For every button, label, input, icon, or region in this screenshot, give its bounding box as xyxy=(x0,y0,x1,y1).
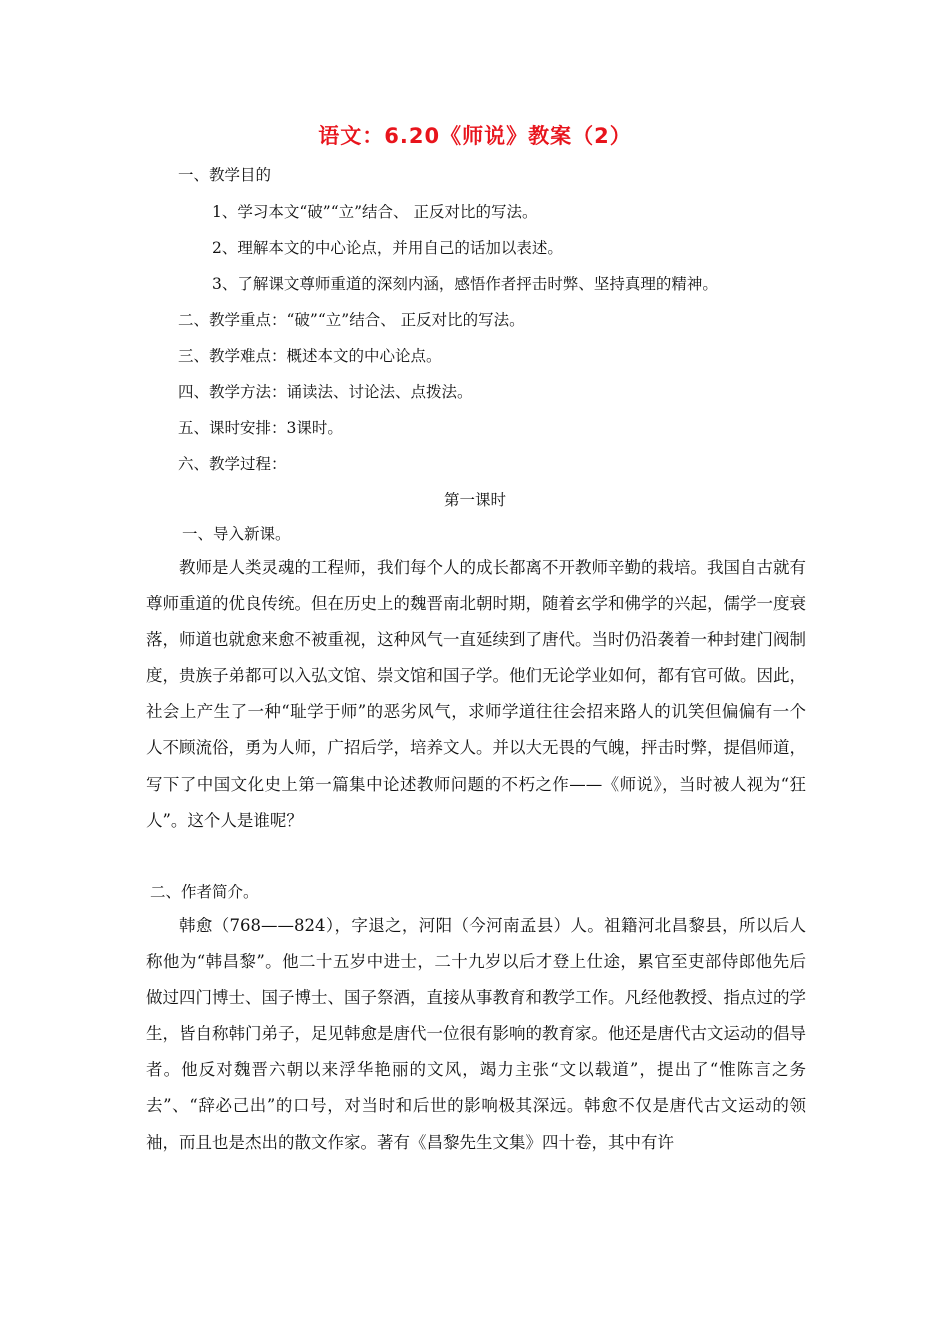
goal-item: 2、理解本文的中心论点，并用自己的话加以表述。 xyxy=(212,239,563,257)
section-difficulty: 三、教学难点：概述本文的中心论点。 xyxy=(178,347,442,365)
section-schedule: 五、课时安排：3课时。 xyxy=(178,419,343,437)
section-process: 六、教学过程： xyxy=(178,455,287,473)
author-heading: 二、作者简介。 xyxy=(150,883,259,901)
goal-item: 1、学习本文“破”“立”结合、 正反对比的写法。 xyxy=(212,203,538,221)
author-paragraph: 韩愈（768——824），字退之，河阳（今河南孟县）人。祖籍河北昌黎县，所以后人称他为“韩昌黎”。他二十五岁中进士，二十九岁以后才登上仕途，累官至吏部侍郎他先后做过四门博士、国子博士、国子祭酒，直接从事教育和教学工作。凡经他教授、指点过的学生，皆自称韩门弟子，足见韩愈是唐代一位很有影响的教育家。他还是唐代古文运动的倡导者。他反对魏晋六朝以来浮华艳丽的文风，竭力主张“文以载道”，提出了“惟陈言之务去”、“辞必己出”的口号，对当时和后世的影响极其深远。韩愈不仅是唐代古文运动的领袖，而且也是杰出的散文作家。著有《昌黎先生文集》四十卷，其中有许 xyxy=(146,916,806,1152)
intro-paragraph: 教师是人类灵魂的工程师，我们每个人的成长都离不开教师辛勤的栽培。我国自古就有尊师重道的优良传统。但在历史上的魏晋南北朝时期，随着玄学和佛学的兴起，儒学一度衰落，师道也就愈来愈不被重视，这种风气一直延续到了唐代。当时仍沿袭着一种封建门阀制度，贵族子弟都可以入弘文馆、崇文馆和国子学。他们无论学业如何，都有官可做。因此，社会上产生了一种“耻学于师”的恶劣风气，求师学道往往会招来路人的讥笑但偏偏有一个人不顾流俗，勇为人师，广招后学，培养文人。并以大无畏的气魄，抨击时弊，提倡师道，写下了中国文化史上第一篇集中论述教师问题的不朽之作——《师说》，当时被人视为“狂人”。这个人是谁呢？ xyxy=(146,558,806,830)
section-methods: 四、教学方法：诵读法、讨论法、点拨法。 xyxy=(178,383,473,401)
section-key-point: 二、教学重点：“破”“立”结合、 正反对比的写法。 xyxy=(178,311,525,329)
lesson-title: 第一课时 xyxy=(443,491,506,509)
intro-heading: 一、导入新课。 xyxy=(182,525,291,543)
goal-item: 3、了解课文尊师重道的深刻内涵，感悟作者抨击时弊、坚持真理的精神。 xyxy=(212,275,718,293)
section-teaching-goals-heading: 一、教学目的 xyxy=(178,166,272,184)
page-title: 语文：6.20《师说》教案（2） xyxy=(318,124,632,148)
